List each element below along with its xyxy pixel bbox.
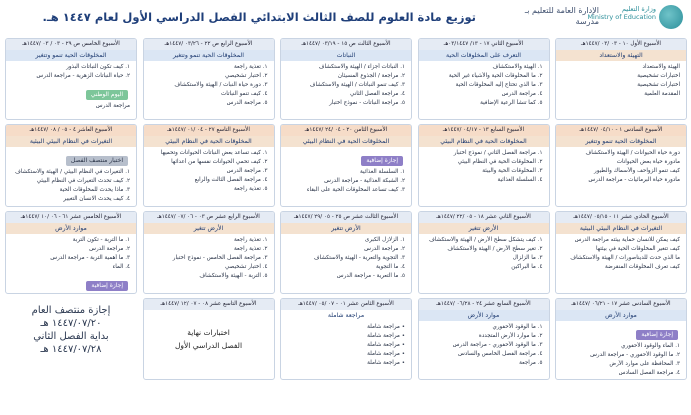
week-card	[555, 298, 687, 380]
list-item: ١. ما التربة - تكون التربة	[72, 237, 130, 243]
ministry-logo	[587, 3, 683, 33]
list-item: ١. كيف يتشكل سطح الأرض / الهيئة والاستكشاف	[428, 237, 543, 243]
unit-title: المخلوقات الحية تنمو وتتغير	[144, 50, 274, 61]
lesson-list	[281, 321, 411, 368]
lesson-list	[556, 234, 686, 272]
list-item: ٢. المخلوقات الحية في النظام البيئي	[457, 159, 543, 165]
list-item: اختبارات تشخيصية	[637, 73, 680, 79]
list-item: ١. تغذية راجعة	[233, 237, 268, 243]
week-header: الأسبوع الثاني عشر ١٨ - ٠٥ /٢٢ /١٤٤٧هـ	[419, 212, 549, 223]
list-item: ١. النباتات أجزاء / الهيئة والاستكشاف	[318, 64, 405, 70]
week-card	[418, 38, 550, 120]
status-badge: إجازة إضافية	[86, 281, 128, 291]
list-item: • مراجعة شاملة	[367, 351, 405, 357]
lesson-list	[556, 61, 686, 99]
list-item: ٤. ما التجوية	[375, 264, 405, 270]
week-card	[555, 38, 687, 120]
week-card	[418, 298, 550, 380]
list-item: ٤. الماء	[112, 264, 130, 270]
list-item: ٥. مراجعة	[519, 360, 543, 366]
lesson-list	[281, 234, 411, 281]
list-item: ٥. تغذية راجعة	[233, 186, 268, 192]
list-item: كيف يمكن للانسان حماية بيئته مراجعة الدرس	[574, 237, 680, 243]
week-card	[280, 298, 412, 380]
week-card	[143, 211, 275, 294]
list-item: ٢. ما موارد الأرض المتجددة	[478, 333, 543, 339]
list-item: ٥. مراجعة النباتات - نموذج اختبار	[329, 100, 405, 106]
list-item: ٣. ماذا يحدث للمخلوقات الحية	[59, 187, 130, 193]
status-badge: إجازة إضافية	[636, 330, 678, 340]
list-item: ٤. مراجعة الدرس	[501, 91, 543, 97]
list-item: ٥. كما تنشأ الرعية الإضافية	[480, 100, 543, 106]
list-item: ٥. التربة - الهيئة والاستكشاف	[199, 273, 268, 279]
week-header: الأسبوع الخامس ص ٢٩ - ٠٣ / ٠٣ /١٤٤٧هـ	[6, 39, 136, 50]
list-item: ٣. مراجعة الفصل الخامس - نموذج اختبار	[172, 255, 268, 261]
unit-title: المخلوقات الحية في النظام البيئي	[419, 136, 549, 147]
list-item: كيف تعرف المخلوقات المنقرضة	[605, 264, 680, 270]
list-item: • مراجعة شاملة	[367, 333, 405, 339]
unit-title: موارد الأرض	[419, 310, 549, 321]
list-item: ٣. ما الوقود الأحفوري - مراجعة الدرس	[452, 342, 543, 348]
list-item: ١. الزلازل الكبرى	[364, 237, 405, 243]
list-item: ٢. تغير سطح الأرض / الهيئة والاستكشاف	[447, 246, 543, 252]
list-item: ٣. ما أهمية التربة - مراجعة الدرس	[50, 255, 130, 261]
unit-title: التعرف على المخلوقات الحية	[419, 50, 549, 61]
week-header: الأسبوع السادس ١ - ٠٤/١٠ /١٤٤٧هـ	[556, 125, 686, 136]
list-item: ٤. كيف تنمو النباتات	[220, 91, 268, 97]
unit-title: النباتات	[281, 50, 411, 61]
logo-text: وزارة التعليم Ministry of Education	[587, 5, 656, 21]
week-header: الأسبوع الثالث عشر ص ٢٥ - ٠٥ /٢٩ /١٤٤٧هـ	[281, 212, 411, 223]
lesson-list	[6, 234, 136, 272]
unit-title: مراجعة شاملة	[327, 312, 365, 319]
list-item: • مراجعة شاملة	[367, 360, 405, 366]
list-item: ٢. تغذية راجعة	[233, 246, 268, 252]
list-item: ٣. المخلوقات الحية والبيئة	[482, 168, 543, 174]
week-card	[280, 124, 412, 207]
week-header: الأسبوع الرابع ص ٢٢ - ٠٣/٢٦ /١٤٤٧هـ	[144, 39, 274, 50]
list-item: ٣. دورة حياة النبات / الهيئة والاستكشاف	[174, 82, 268, 88]
page-title: توزيع مادة العلوم للصف الثالث الابتدائي الفصل الدراسي الأول لعام ١٤٤٧ هـ.	[42, 10, 476, 24]
ministry-emblem-icon	[659, 5, 683, 29]
list-item: ٢. مراجعة / الجذوع المسيئان	[337, 73, 405, 79]
lesson-list	[6, 166, 136, 204]
week-header: الأسبوع السابع ١٣ - ٠٤/١٧ /١٤٤٧هـ	[419, 125, 549, 136]
week-card	[5, 124, 137, 207]
list-item: ٢. حياة النباتات الزهرية - مراجعة الدرس	[36, 73, 130, 79]
list-item: ما الذي حدث للديناصورات / الهيئة والاستكشاف	[570, 255, 680, 261]
lesson-list	[6, 61, 136, 81]
lesson-list	[556, 147, 686, 185]
week-card	[5, 211, 137, 294]
lesson-list	[556, 340, 686, 378]
list-item: ٣. المحافظة على موارد الأرض	[609, 361, 680, 367]
week-card	[143, 38, 275, 120]
list-item: ٤. كيف يحدث الانسان التغيير	[63, 196, 130, 202]
week-header: الأسبوع العاشر ٤ - ٠٥ / ٠٨ /١٤٤٧هـ	[6, 125, 136, 136]
unit-title: المخلوقات الحية في النظام البيئي	[144, 136, 274, 147]
week-header: الأسبوع الخامس عشر ٦١ - ٠٦ /١٠ /١٤٤٧هـ	[6, 212, 136, 223]
list-item: ١. ما الوقود الأحفوري	[492, 324, 543, 330]
list-item: • مراجعة شاملة	[367, 342, 405, 348]
list-item: ١. الهيئة والاستكشاف	[492, 64, 543, 70]
unit-title: المخلوقات الحية تنمو وتتغير	[6, 50, 136, 61]
lesson-list	[419, 234, 549, 272]
list-item: ٢. ما المخلوقات الحية والأشياء غير الحية	[448, 73, 543, 79]
week-header: الأسبوع الثالث ص ١٥ - ٠٣/١٩ /١٤٤٧هـ	[281, 39, 411, 50]
unit-title: موارد الأرض	[556, 310, 686, 321]
unit-title: المخلوقات الحية في النظام البيئي	[281, 136, 411, 147]
lesson-list	[144, 234, 274, 281]
week-header: الأسبوع الثاني ١٧ - ١٣/ ٠٣/١٤٤٧هـ	[419, 39, 549, 50]
list-item: كيف تنمو الزواحف والأسماك والطيور	[594, 168, 680, 174]
unit-title: الأرض تتغير	[281, 223, 411, 234]
lesson-list	[281, 166, 411, 195]
exam-note: اختبارات نهاية الفصل الدراسي الأول	[174, 328, 243, 350]
unit-title: الأرض تتغير	[144, 223, 274, 234]
lesson-list	[6, 100, 136, 111]
list-item: اختبارات تشخيصية	[637, 82, 680, 88]
list-item: ١. كيف تكون النباتات البذور	[66, 64, 130, 70]
week-card	[555, 211, 687, 294]
list-item: ٤. اختبار تشخيصي	[224, 264, 268, 270]
week-card	[280, 38, 412, 120]
week-header: الأسبوع السابع عشر ٢٤ - ٠٦/٢٨ /١٤٤٧هـ	[419, 299, 549, 310]
list-item: ١. كيف تساعد بعض النباتات الحيوانات وتحميها	[160, 150, 268, 156]
week-header: الأسبوع الأول ١٠ - ٠٣ /٠٣ /١٤٤٧هـ	[556, 39, 686, 50]
list-item: دورة حياة الحيوانات / الهيئة والاستكشاف	[585, 150, 680, 156]
week-header: الأسبوع التاسع ٢٧ - ٠٤ /٠١ /١٤٤٧هـ	[144, 125, 274, 136]
week-card	[280, 211, 412, 294]
lesson-list	[144, 147, 274, 194]
list-item: ٤. مراجعة الفصل السادس	[618, 370, 680, 376]
week-header: الأسبوع الثامن ٢٠ - ٠٤ /٢٤ /١٤٤٧هـ	[281, 125, 411, 136]
list-item: ٤. ما البراكين	[511, 264, 543, 270]
week-header: الأسبوع الحادي عشر ١١ - ٠٥/١٥ /١٤٤٧هـ	[556, 212, 686, 223]
list-item: ٢. مراجعة الدرس	[364, 246, 405, 252]
list-item: المقدمة العلمية	[644, 91, 680, 97]
list-item: مادورة حياة بعض الحيوانات	[616, 159, 680, 165]
week-card	[555, 124, 687, 207]
unit-title: الأرض تتغير	[419, 223, 549, 234]
list-item: ٢. كيف تحدث التغيرات في النظام البيئي	[36, 178, 130, 184]
list-item: • مراجعة شاملة	[367, 324, 405, 330]
list-item: كيف تتغير المخلوقات الحية في بيئتها	[595, 246, 680, 252]
list-item: مادورة حياة البرمائيات - مراجعة الدرس	[588, 177, 680, 183]
lesson-list	[419, 321, 549, 368]
week-card	[143, 124, 275, 207]
administration-label: الإدارة العامة للتعليم بـ مدرسة	[524, 6, 599, 26]
page-header	[0, 0, 691, 38]
list-item: ٣. التجوية والتعرية - الهيئة والاستكشاف	[313, 255, 405, 261]
list-item: ١. مراجعة الفصل الثاني / نموذج اختبار	[453, 150, 543, 156]
unit-title: المخلوقات الحية تنمو وتتغير	[556, 136, 686, 147]
holiday-summary: إجازة منتصف العام ١٤٤٧/٠٧/٢٠ هـ بداية الفصل الثاني ١٤٤٧/٠٧/٢٨ هـ	[31, 305, 111, 355]
list-item: ١. التغيرات في النظام البيئي / الهيئة والاستكشاف	[14, 169, 130, 175]
unit-title: التغيرات في النظام البيئي البيئية	[6, 136, 136, 147]
lesson-list	[281, 61, 411, 108]
unit-title: موارد الأرض	[6, 223, 136, 234]
list-item: ٤. السلسلة الغذائية	[497, 177, 543, 183]
list-item: ١. الماء والوقود الأحفوري	[621, 343, 680, 349]
list-item: ٢. مراجعة الدرس	[89, 246, 130, 252]
list-item: مراجعة الدرس	[95, 103, 130, 109]
week-card	[418, 124, 550, 207]
list-item: ٢. ما الوقود الأحفوري - مراجعة الدرس	[590, 352, 680, 358]
week-header: الأسبوع الرابع عشر ص ٠٣ - ٠٦ /٠٧ /١٤٤٧هـ	[144, 212, 274, 223]
status-badge: اختبار منتصف الفصل	[66, 156, 128, 166]
list-item: ٣. ما الزلزال	[512, 255, 543, 261]
list-item: ٤. مراجعة الفصل الخامس والسادس	[457, 351, 543, 357]
list-item: ٢. اختبار تشخيصي	[224, 73, 268, 79]
list-item: ٤. مراجعة الفصل الثاني	[350, 91, 405, 97]
list-item: الهيئة والاستعداد	[642, 64, 680, 70]
week-card	[143, 298, 275, 380]
lesson-list	[419, 61, 549, 108]
list-item: ٣. ما الذي تحتاج إليه المخلوقات الحية	[455, 82, 543, 88]
list-item: ٥. مراجعة الدرس	[226, 100, 268, 106]
status-badge: إجازة إضافية	[361, 156, 403, 166]
list-item: ٥. ما التعرية - مراجعة الدرس	[336, 273, 405, 279]
lesson-list	[419, 147, 549, 185]
list-item: ١. تغذية راجعة	[233, 64, 268, 70]
week-card	[5, 38, 137, 120]
list-item: ٤. مراجعة الفصل الثالث والرابع	[194, 177, 268, 183]
week-header: الأسبوع السادس عشر ١٧ - ٠٦/٢١ /١٤٤٧هـ	[556, 299, 686, 310]
unit-title: التغيرات في النظام البيئي البيئية	[556, 223, 686, 234]
list-item: ١. السلسلة الغذائية	[360, 169, 405, 175]
list-item: ٣. كيف تساعد المخلوقات الحية على البقاء	[306, 187, 405, 193]
list-item: ٢. الشبكة الغذائية - مراجعة الدرس	[324, 178, 405, 184]
list-item: ٣. كيف تنمو النباتات / الهيئة والاستكشاف	[309, 82, 405, 88]
list-item: ٣. مراجعة الدرس	[226, 168, 268, 174]
week-header: الأسبوع التاسع عشر ٠٨ - ٠٧ /١٢ /١٤٤٧هـ	[144, 299, 274, 310]
status-badge: اليوم الوطني	[86, 90, 128, 100]
unit-title: التهيئة والاستعداد	[556, 50, 686, 61]
week-header: الأسبوع الثامن عشر ٠١ - ٠٧ /٠٥ /١٤٤٧هـ	[281, 299, 411, 310]
week-card	[418, 211, 550, 294]
list-item: ٢. كيف تحمي الحيوانات نفسها من أعدائها	[171, 159, 268, 165]
lesson-list	[144, 61, 274, 108]
